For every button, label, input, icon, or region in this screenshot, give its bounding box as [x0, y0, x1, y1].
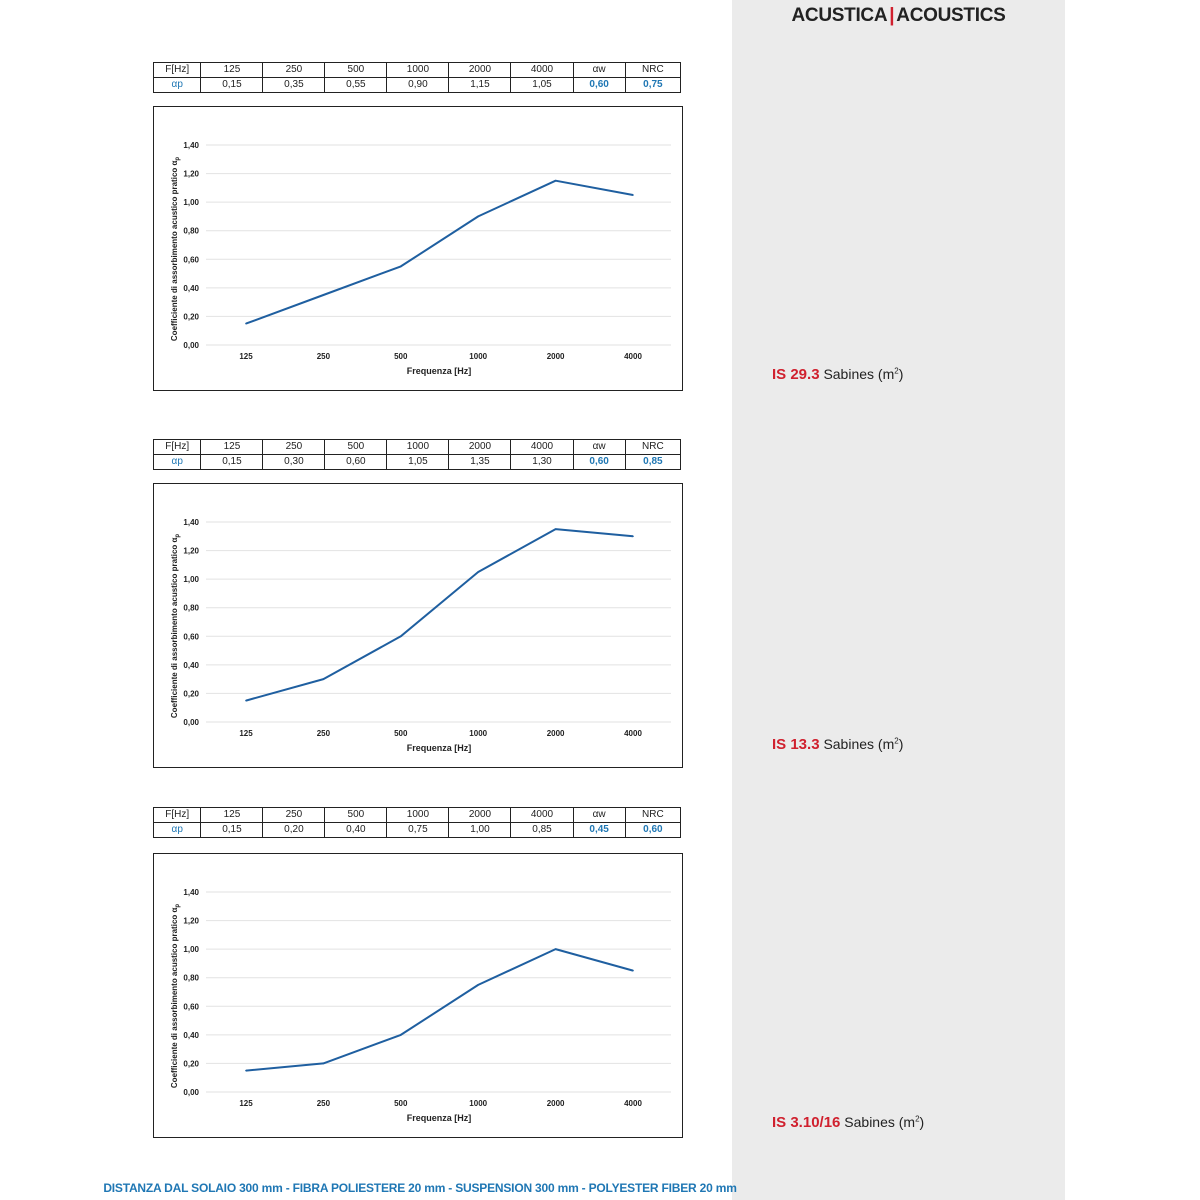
table-cell: 1,30 — [511, 455, 573, 470]
footer-note: DISTANZA DAL SOLAIO 300 mm - FIBRA POLIESTERE 20 mm - SUSPENSION 300 mm - POLYESTER FIBER 20 mm — [103, 1181, 737, 1195]
x-tick-label: 250 — [316, 352, 331, 361]
table-cell: 1,05 — [511, 78, 573, 93]
table-cell: 0,60 — [573, 455, 625, 470]
table-cell: NRC — [625, 63, 680, 78]
data-point — [245, 323, 247, 325]
data-point — [245, 1070, 247, 1072]
data-point — [400, 635, 402, 637]
table-cell: 0,30 — [263, 455, 325, 470]
table-cell: 4000 — [511, 63, 573, 78]
absorption-chart — [153, 106, 683, 391]
table-cell: 125 — [201, 63, 263, 78]
table-cell: 1000 — [387, 808, 449, 823]
sabines-close: ) — [898, 736, 904, 752]
y-axis-label-subscript: p — [175, 156, 181, 161]
x-tick-label: 250 — [316, 729, 331, 738]
sabines-close: ) — [919, 1114, 925, 1130]
absorption-chart — [153, 853, 683, 1138]
table-cell: 0,60 — [625, 823, 680, 838]
x-tick-label: 500 — [394, 729, 408, 738]
data-point — [632, 535, 634, 537]
x-tick-label: 2000 — [546, 729, 565, 738]
table-value-row — [154, 823, 681, 838]
sabines-sup: 2 — [894, 366, 899, 376]
table-cell: 2000 — [449, 63, 511, 78]
y-tick-label: 0,20 — [183, 1059, 199, 1069]
data-point — [477, 984, 479, 986]
y-axis-label — [170, 904, 181, 1089]
table-cell: 1,05 — [387, 455, 449, 470]
table-cell: 4000 — [511, 440, 573, 455]
y-axis-label-subscript: p — [175, 903, 181, 908]
x-axis-label: Frequenza [Hz] — [406, 366, 472, 376]
table-cell: 0,85 — [511, 823, 573, 838]
table-cell: 500 — [325, 440, 387, 455]
sabines-sup: 2 — [894, 736, 899, 746]
y-tick-label: 1,20 — [183, 916, 199, 926]
y-tick-label: 0,80 — [183, 973, 199, 983]
y-tick-label: 1,20 — [183, 546, 199, 556]
y-axis-label-text: Coefficiente di assorbimento acustico pratico α — [170, 907, 179, 1089]
chart-svg — [154, 484, 682, 767]
x-tick-label: 4000 — [624, 729, 642, 738]
table-cell: 0,85 — [625, 455, 680, 470]
table-value-row — [154, 455, 681, 470]
absorption-table — [153, 62, 681, 93]
y-axis-label — [170, 534, 181, 719]
table-cell: F[Hz] — [154, 440, 201, 455]
sabines-close: ) — [898, 366, 904, 382]
table-cell: 0,15 — [201, 78, 263, 93]
table-cell: NRC — [625, 440, 680, 455]
is-code: IS 3.10/16 — [772, 1114, 841, 1131]
table-cell: 0,60 — [573, 78, 625, 93]
x-axis-label: Frequenza [Hz] — [406, 1113, 472, 1123]
y-axis-label-text: Coefficiente di assorbimento acustico pratico α — [170, 160, 179, 342]
table-cell: 500 — [325, 808, 387, 823]
y-tick-label: 0,20 — [183, 689, 199, 699]
y-tick-label: 0,60 — [183, 632, 199, 642]
data-point — [323, 294, 325, 296]
x-tick-label: 2000 — [546, 352, 565, 361]
y-tick-label: 0,40 — [183, 1030, 199, 1040]
data-point — [245, 700, 247, 702]
sabines-label-2 — [772, 736, 903, 753]
table-cell: αp — [154, 823, 201, 838]
sabines-text: Sabines (m — [823, 366, 895, 382]
x-tick-label: 500 — [394, 1099, 408, 1108]
table-cell: 250 — [263, 63, 325, 78]
sidebar — [732, 0, 1065, 1200]
table-cell: 500 — [325, 63, 387, 78]
table-cell: αw — [573, 63, 625, 78]
data-point — [477, 571, 479, 573]
sabines-sup: 2 — [915, 1114, 920, 1124]
table-cell: αw — [573, 808, 625, 823]
title-english: ACOUSTICS — [896, 5, 1006, 26]
sabines-text: Sabines (m — [844, 1114, 916, 1130]
table-cell: 250 — [263, 808, 325, 823]
table-cell: 0,75 — [625, 78, 680, 93]
table-cell: 250 — [263, 440, 325, 455]
y-tick-label: 1,00 — [183, 945, 199, 955]
x-axis-label: Frequenza [Hz] — [406, 743, 472, 753]
table-cell: 125 — [201, 440, 263, 455]
y-tick-label: 1,40 — [183, 141, 199, 150]
is-code: IS 29.3 — [772, 366, 820, 383]
data-point — [555, 180, 557, 182]
data-point — [400, 266, 402, 268]
title-italian: ACUSTICA — [791, 5, 888, 26]
table-value-row — [154, 78, 681, 93]
table-cell: 2000 — [449, 440, 511, 455]
y-tick-label: 1,40 — [183, 888, 199, 897]
x-tick-label: 1000 — [469, 1099, 488, 1108]
y-tick-label: 0,20 — [183, 312, 199, 322]
table-cell: 0,45 — [573, 823, 625, 838]
table-cell: F[Hz] — [154, 808, 201, 823]
data-point — [323, 678, 325, 680]
y-axis-label-text: Coefficiente di assorbimento acustico pratico α — [170, 537, 179, 719]
x-tick-label: 500 — [394, 352, 408, 361]
table-cell: αw — [573, 440, 625, 455]
table-cell: 0,55 — [325, 78, 387, 93]
y-tick-label: 1,00 — [183, 198, 199, 208]
y-tick-label: 0,40 — [183, 660, 199, 670]
data-point — [400, 1034, 402, 1036]
x-tick-label: 1000 — [469, 352, 488, 361]
y-tick-label: 1,20 — [183, 169, 199, 179]
table-cell: 0,35 — [263, 78, 325, 93]
series-line — [246, 949, 633, 1071]
table-cell: 0,15 — [201, 823, 263, 838]
x-tick-label: 1000 — [469, 729, 488, 738]
is-code: IS 13.3 — [772, 736, 820, 753]
data-point — [632, 194, 634, 196]
table-cell: 2000 — [449, 808, 511, 823]
title-separator: | — [889, 5, 895, 26]
y-tick-label: 1,40 — [183, 518, 199, 527]
y-axis-label — [170, 157, 181, 342]
x-tick-label: 125 — [239, 1099, 253, 1108]
table-cell: 1,15 — [449, 78, 511, 93]
table-cell: F[Hz] — [154, 63, 201, 78]
x-tick-label: 125 — [239, 352, 253, 361]
table-cell: 1000 — [387, 440, 449, 455]
chart-svg — [154, 854, 682, 1137]
x-tick-label: 4000 — [624, 1099, 642, 1108]
x-tick-label: 125 — [239, 729, 253, 738]
y-tick-label: 1,00 — [183, 575, 199, 585]
table-cell: 1,35 — [449, 455, 511, 470]
sabines-label-3 — [772, 1114, 924, 1131]
x-tick-label: 250 — [316, 1099, 331, 1108]
sabines-label-1 — [772, 366, 903, 383]
table-cell: 0,75 — [387, 823, 449, 838]
table-header-row — [154, 63, 681, 78]
y-tick-label: 0,40 — [183, 283, 199, 293]
table-cell: 0,60 — [325, 455, 387, 470]
data-point — [323, 1063, 325, 1065]
absorption-table — [153, 439, 681, 470]
sabines-text: Sabines (m — [823, 736, 895, 752]
y-tick-label: 0,00 — [183, 1088, 199, 1097]
data-point — [632, 970, 634, 972]
y-axis-label-subscript: p — [175, 533, 181, 538]
table-cell: 125 — [201, 808, 263, 823]
y-tick-label: 0,60 — [183, 255, 199, 265]
table-cell: 1000 — [387, 63, 449, 78]
table-cell: 0,20 — [263, 823, 325, 838]
absorption-chart — [153, 483, 683, 768]
table-cell: 1,00 — [449, 823, 511, 838]
data-point — [477, 216, 479, 218]
table-header-row — [154, 440, 681, 455]
x-tick-label: 2000 — [546, 1099, 565, 1108]
table-cell: 0,90 — [387, 78, 449, 93]
y-tick-label: 0,00 — [183, 341, 199, 350]
table-cell: αp — [154, 78, 201, 93]
data-point — [555, 528, 557, 530]
absorption-table — [153, 807, 681, 838]
series-line — [246, 529, 633, 701]
table-cell: 4000 — [511, 808, 573, 823]
y-tick-label: 0,60 — [183, 1002, 199, 1012]
chart-svg — [154, 107, 682, 390]
section-title — [732, 5, 1065, 27]
x-tick-label: 4000 — [624, 352, 642, 361]
y-tick-label: 0,00 — [183, 718, 199, 727]
table-cell: αp — [154, 455, 201, 470]
table-cell: NRC — [625, 808, 680, 823]
y-tick-label: 0,80 — [183, 226, 199, 236]
table-header-row — [154, 808, 681, 823]
table-cell: 0,15 — [201, 455, 263, 470]
table-cell: 0,40 — [325, 823, 387, 838]
y-tick-label: 0,80 — [183, 603, 199, 613]
data-point — [555, 948, 557, 950]
